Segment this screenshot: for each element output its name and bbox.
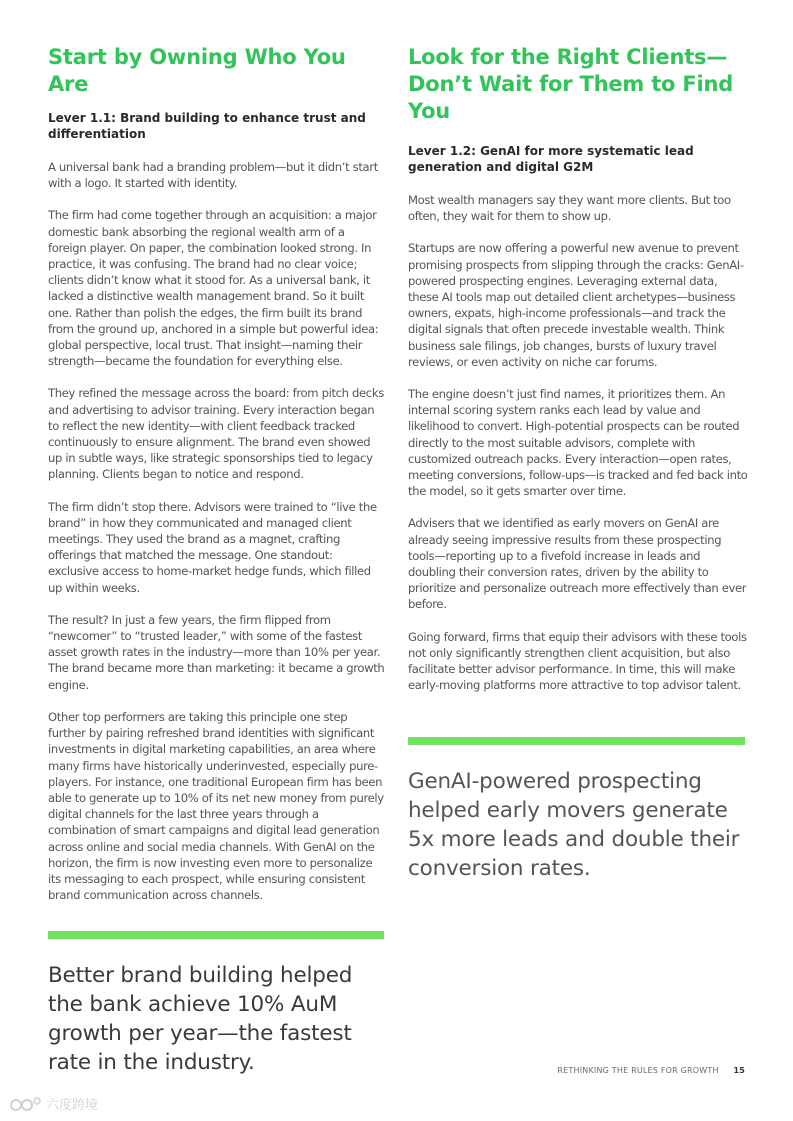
watermark-logo-icon <box>8 1096 42 1112</box>
paragraph: Going forward, firms that equip their advisors with these tools not only significantly strengthen client acquisition, but also facilitate better advisor performance. In time, this will make early-moving platforms more attractive to top advisor talent. <box>408 629 747 693</box>
lever-heading-right: Lever 1.2: GenAI for more systematic lead generation and digital G2M <box>408 144 694 174</box>
paragraph: The firm didn’t stop there. Advisors were trained to “live the brand” in how they communicated and managed client meetings. They used the brand as a magnet, crafting offerings that matched the message. One standout: exclusive access to home-market hedge funds, which filled up within weeks. <box>48 499 377 595</box>
paragraph: Startups are now offering a powerful new avenue to prevent promising prospects from slipping through the cracks: GenAI-powered prospecting engines. Leveraging external data, these AI tools map out detailed client archetypes—business owners, expats, high-income professionals—and track the digital signals that often precede investable wealth. Think business sale filings, job changes, bursts of luxury travel reviews, or even activity on niche car forums. <box>408 241 744 369</box>
right-column <box>408 44 748 883</box>
running-title: RETHINKING THE RULES FOR GROWTH <box>557 1066 719 1075</box>
paragraph: Advisers that we identified as early movers on GenAI are already seeing impressive results from these prospecting tools—reporting up to a fivefold increase in leads and doubling their conversion rates, driven by the ability to prioritize and personalize outreach more effectively than ever before. <box>408 516 747 612</box>
paragraph: The firm had come together through an acquisition: a major domestic bank absorbing the regional wealth arm of a foreign player. On paper, the combination looked strong. In practice, it was confusing. The brand had no clear voice; clients didn’t know what it stood for. As a universal bank, it lacked a distinctive wealth management brand. So it built one. Rather than polish the edges, the firm built its brand from the ground up, anchored in a simple but powerful idea: global perspective, local trust. That insight—naming their strength—became the foundation for everything else. <box>48 208 379 369</box>
page-number: 15 <box>733 1066 745 1075</box>
accent-bar-left <box>48 931 384 939</box>
paragraph: A universal bank had a branding problem—but it didn’t start with a logo. It started with identity. <box>48 160 378 191</box>
pull-quote-right: GenAI-powered prospecting helped early movers generate 5x more leads and double their conversion rates. <box>408 769 740 882</box>
section-heading-left: Start by Owning Who You Are <box>48 45 346 96</box>
pull-quote-left: Better brand building helped the bank achieve 10% AuM growth per year—the fastest rate in the industry. <box>48 963 353 1076</box>
section-heading-right: Look for the Right Clients—Don’t Wait for Them to Find You <box>408 45 734 123</box>
left-column <box>48 44 386 1077</box>
accent-bar-right <box>408 737 745 745</box>
watermark <box>8 1094 98 1113</box>
paragraph: The result? In just a few years, the firm flipped from “newcomer” to “trusted leader,” with some of the fastest asset growth rates in the industry—more than 10% per year. The brand became more than marketing: it became a growth engine. <box>48 612 385 692</box>
watermark-text: 六度跨境 <box>46 1098 99 1113</box>
lever-heading-left: Lever 1.1: Brand building to enhance trust and differentiation <box>48 111 366 141</box>
paragraph: Other top performers are taking this principle one step further by pairing refreshed brand identities with significant investments in digital marketing capabilities, an area where many firms have historically underinvested, especially pure-players. For instance, one traditional European firm has been able to generate up to 10% of its net new money from purely digital channels for the last three years through a combination of smart campaigns and digital lead generation across online and social media channels. With GenAI on the horizon, the firm is now investing even more to personalize its messaging to each prospect, while ensuring consistent brand communication across channels. <box>48 709 384 903</box>
paragraph: Most wealth managers say they want more clients. But too often, they wait for them to show up. <box>408 193 731 224</box>
paragraph: They refined the message across the board: from pitch decks and advertising to advisor training. Every interaction began to reflect the new identity—with client feedback tracked continuously to ensure alignment. The brand even showed up in subtle ways, like strategic sponsorships tied to legacy planning. Clients began to notice and respond. <box>48 386 384 482</box>
paragraph: The engine doesn’t just find names, it prioritizes them. An internal scoring system ranks each lead by value and likelihood to convert. High-potential prospects can be routed directly to the most suitable advisors, complete with customized outreach packs. Every interaction—open rates, meeting conversions, follow-ups—is tracked and fed back into the model, so it gets smarter over time. <box>408 387 748 499</box>
page-footer <box>557 1066 745 1075</box>
